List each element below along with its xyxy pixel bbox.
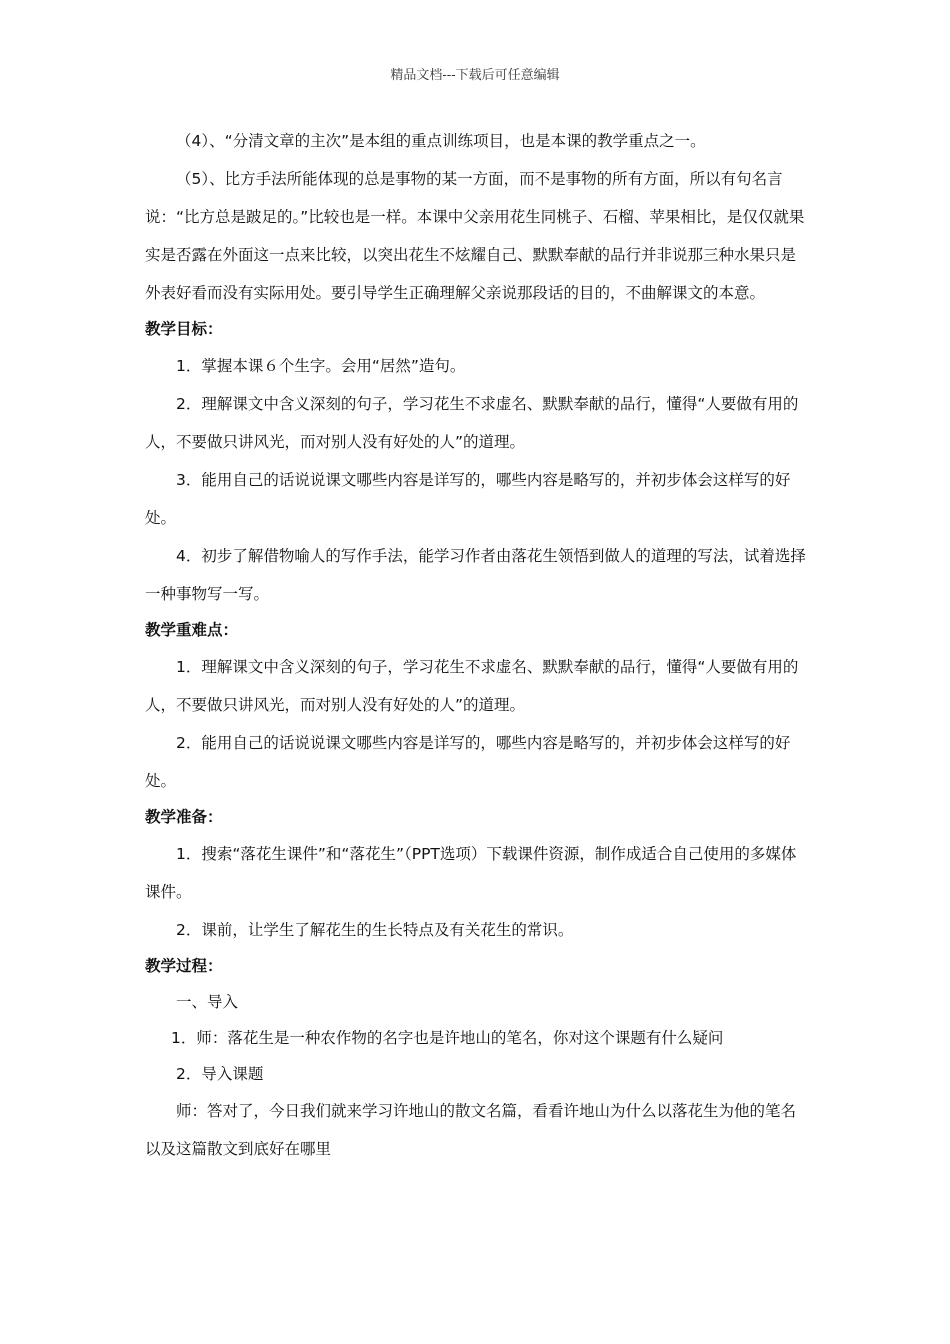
intro-paragraph-1: （4）、“分清文章的主次”是本组的重点训练项目，也是本课的教学重点之一。 [176,132,706,150]
goal-item: 1．掌握本课６个生字。会用“居然”造句。 [176,357,466,375]
document-body [145,122,810,1168]
goal-item: 2．理解课文中含义深刻的句子，学习花生不求虚名、默默奉献的品行，懂得“人要做有用的人，不要做只讲风光，而对别人没有好处的人”的道理。 [145,395,799,451]
prep-item: 2．课前，让学生了解花生的生长特点及有关花生的常识。 [176,921,574,939]
process-item: 1．师：落花生是一种农作物的名字也是许地山的笔名，你对这个课题有什么疑问 [171,1029,724,1047]
intro-paragraph-2: （5）、比方手法所能体现的总是事物的某一方面，而不是事物的所有方面，所以有句名言说：“比方总是跛足的。”比较也是一样。本课中父亲用花生同桃子、石榴、苹果相比，是仅仅就果实是否露在外面这一点来比较，以突出花生不炫耀自己、默默奉献的品行并非说那三种水果只是外表好看而没有实际用处。要引导学生正确理解父亲说那段话的目的，不曲解课文的本意。 [145,170,805,302]
process-heading: 教学过程： [145,957,223,975]
goal-item: 3．能用自己的话说说课文哪些内容是详写的，哪些内容是略写的，并初步体会这样写的好处。 [145,471,791,527]
process-item: 师：答对了，今日我们就来学习许地山的散文名篇，看看许地山为什么以落花生为他的笔名以及这篇散文到底好在哪里 [145,1102,797,1158]
goal-item: 4．初步了解借物喻人的写作手法，能学习作者由落花生领悟到做人的道理的写法，试着选择一种事物写一写。 [145,547,806,603]
process-item: 一、导入 [176,993,239,1011]
prep-heading: 教学准备： [145,808,223,826]
page-header: 精品文档---下载后可任意编辑 [390,68,560,83]
process-item: 2．导入课题 [176,1065,264,1083]
key-point-item: 1．理解课文中含义深刻的句子，学习花生不求虚名、默默奉献的品行，懂得“人要做有用的人，不要做只讲风光，而对别人没有好处的人”的道理。 [145,658,799,714]
prep-item: 1．搜索“落花生课件”和“落花生”（PPT选项）下载课件资源，制作成适合自己使用的多媒体课件。 [145,845,797,901]
key-point-item: 2．能用自己的话说说课文哪些内容是详写的，哪些内容是略写的，并初步体会这样写的好处。 [145,734,791,790]
goals-heading: 教学目标： [145,320,223,338]
key-points-heading: 教学重难点： [145,621,239,639]
